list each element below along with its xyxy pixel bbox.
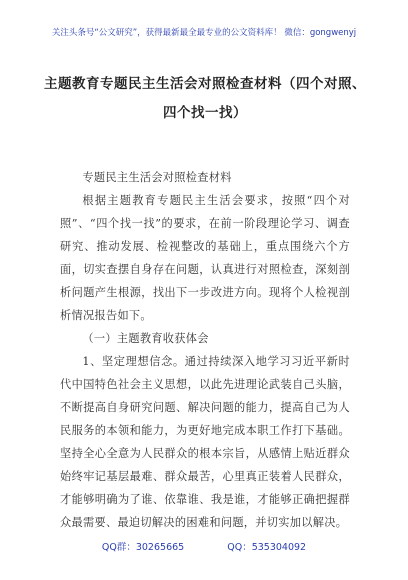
document-body (60, 166, 350, 534)
header-note: 关注头条号“公文研究”，获得最新最全最专业的公文资料库！ 微信：gongwenyj (51, 28, 357, 38)
footer-qq: QQ：535304092 (227, 542, 307, 553)
footer-contact (0, 539, 408, 553)
paragraph-beliefs: 1、坚定理想信念。通过持续深入地学习习近平新时代中国特色社会主义思想，以此先进理论武装自己头脑，不断提高自身研究问题、解决问题的能力，提高自己为人民服务的本领和能力，为更好地完成本职工作打下基础。坚持全心全意为人民群众的根本宗旨，从感情上贴近群众始终牢记基层最难、群众最苦，心里真正装着人民群众，才能够明确为了谁、依靠谁、我是谁，才能够正确把握群众最需要、最迫切解决的困难和问题，并切实加以解决。 (60, 355, 350, 529)
document-subtitle: 专题民主生活会对照检查材料 (82, 171, 232, 184)
paragraph-intro: 根据主题教育专题民主生活会要求，按照“四个对照”、“四个找一找”的要求，在前一阶段理论学习、调查研究、推动发展、检视整改的基础上，重点围绕六个方面，切实查摆自身存在问题，认真进行对照检查，深刻剖析问题产生根源，找出下一步改进方向。现将个人检视剖析情况报告如下。 (60, 194, 350, 322)
document-title: 主题教育专题民主生活会对照检查材料（四个对照、四个找一找） (44, 76, 366, 121)
section-heading: （一）主题教育收获体会 (82, 332, 209, 345)
footer-qq-group: QQ群：30265665 (101, 542, 185, 553)
